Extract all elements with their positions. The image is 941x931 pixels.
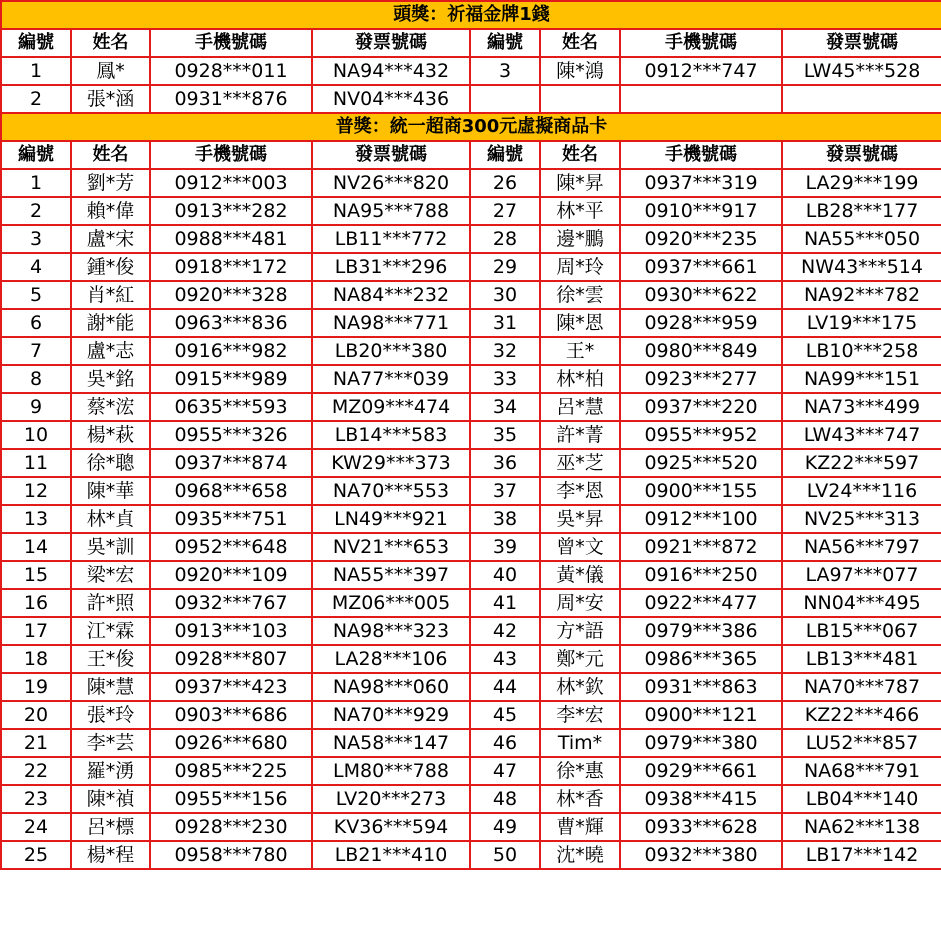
cell-name: 張*玲 bbox=[71, 701, 150, 729]
column-header-number: 編號 bbox=[1, 29, 71, 57]
column-header-name: 姓名 bbox=[540, 29, 620, 57]
cell-name: 徐*惠 bbox=[540, 757, 620, 785]
cell-number: 43 bbox=[470, 645, 540, 673]
cell-phone: 0912***100 bbox=[620, 505, 782, 533]
table-row bbox=[1, 85, 941, 113]
column-header-number: 編號 bbox=[1, 141, 71, 169]
cell-invoice: LV20***273 bbox=[312, 785, 470, 813]
column-header-invoice: 發票號碼 bbox=[782, 141, 941, 169]
cell-number: 22 bbox=[1, 757, 71, 785]
cell-name: 楊*萩 bbox=[71, 421, 150, 449]
cell-name: 許*照 bbox=[71, 589, 150, 617]
cell-phone: 0912***747 bbox=[620, 57, 782, 85]
cell-invoice: LA28***106 bbox=[312, 645, 470, 673]
cell-invoice: KZ22***597 bbox=[782, 449, 941, 477]
cell-number: 27 bbox=[470, 197, 540, 225]
cell-name: 江*霖 bbox=[71, 617, 150, 645]
cell-number: 9 bbox=[1, 393, 71, 421]
cell-phone: 0937***874 bbox=[150, 449, 312, 477]
cell-number: 42 bbox=[470, 617, 540, 645]
column-header-phone: 手機號碼 bbox=[150, 29, 312, 57]
cell-number: 2 bbox=[1, 85, 71, 113]
cell-number: 41 bbox=[470, 589, 540, 617]
cell-name: 邊*鵬 bbox=[540, 225, 620, 253]
column-header-phone: 手機號碼 bbox=[620, 141, 782, 169]
cell-number: 16 bbox=[1, 589, 71, 617]
cell-number: 12 bbox=[1, 477, 71, 505]
table-row bbox=[1, 169, 941, 197]
cell-name: 羅*湧 bbox=[71, 757, 150, 785]
cell-number: 14 bbox=[1, 533, 71, 561]
cell-phone: 0925***520 bbox=[620, 449, 782, 477]
cell-phone: 0979***380 bbox=[620, 729, 782, 757]
cell-name: 周*安 bbox=[540, 589, 620, 617]
cell-phone: 0922***477 bbox=[620, 589, 782, 617]
cell-invoice: LB17***142 bbox=[782, 841, 941, 869]
cell-invoice: KV36***594 bbox=[312, 813, 470, 841]
table-row bbox=[1, 421, 941, 449]
cell-phone: 0915***989 bbox=[150, 365, 312, 393]
cell-name: 陳*慧 bbox=[71, 673, 150, 701]
cell-invoice: NA95***788 bbox=[312, 197, 470, 225]
cell-phone: 0635***593 bbox=[150, 393, 312, 421]
cell-name: 陳*華 bbox=[71, 477, 150, 505]
cell-phone: 0968***658 bbox=[150, 477, 312, 505]
cell-invoice: NV21***653 bbox=[312, 533, 470, 561]
cell-invoice: NA99***151 bbox=[782, 365, 941, 393]
cell-invoice: NA92***782 bbox=[782, 281, 941, 309]
cell-invoice: LB28***177 bbox=[782, 197, 941, 225]
cell-name: 劉*芳 bbox=[71, 169, 150, 197]
table-row bbox=[1, 729, 941, 757]
cell-number: 15 bbox=[1, 561, 71, 589]
table-row bbox=[1, 841, 941, 869]
cell-invoice: NA68***791 bbox=[782, 757, 941, 785]
table-row bbox=[1, 673, 941, 701]
cell-name: 鍾*俊 bbox=[71, 253, 150, 281]
cell-number: 34 bbox=[470, 393, 540, 421]
cell-phone: 0952***648 bbox=[150, 533, 312, 561]
cell-phone: 0913***282 bbox=[150, 197, 312, 225]
cell-phone: 0988***481 bbox=[150, 225, 312, 253]
cell-name: Tim* bbox=[540, 729, 620, 757]
cell-phone: 0980***849 bbox=[620, 337, 782, 365]
general-prize-title-row bbox=[1, 113, 941, 141]
cell-name: 林*平 bbox=[540, 197, 620, 225]
cell-name: 盧*志 bbox=[71, 337, 150, 365]
cell-name: 沈*曉 bbox=[540, 841, 620, 869]
table-row bbox=[1, 505, 941, 533]
cell-phone: 0916***982 bbox=[150, 337, 312, 365]
cell-invoice: LB10***258 bbox=[782, 337, 941, 365]
cell-name: 王* bbox=[540, 337, 620, 365]
cell-name: 曾*文 bbox=[540, 533, 620, 561]
cell-name: 王*俊 bbox=[71, 645, 150, 673]
cell-name: 林*柏 bbox=[540, 365, 620, 393]
cell-number: 19 bbox=[1, 673, 71, 701]
cell-invoice: MZ09***474 bbox=[312, 393, 470, 421]
cell-invoice: NA98***060 bbox=[312, 673, 470, 701]
cell-invoice: NA56***797 bbox=[782, 533, 941, 561]
cell-invoice: NV26***820 bbox=[312, 169, 470, 197]
table-row bbox=[1, 393, 941, 421]
cell-number: 25 bbox=[1, 841, 71, 869]
cell-name: 李*宏 bbox=[540, 701, 620, 729]
cell-number: 30 bbox=[470, 281, 540, 309]
cell-name: 許*菁 bbox=[540, 421, 620, 449]
cell-name: 黃*儀 bbox=[540, 561, 620, 589]
cell-number: 21 bbox=[1, 729, 71, 757]
cell-number: 40 bbox=[470, 561, 540, 589]
table-row bbox=[1, 365, 941, 393]
cell-phone: 0900***121 bbox=[620, 701, 782, 729]
table-row bbox=[1, 645, 941, 673]
column-header-invoice: 發票號碼 bbox=[782, 29, 941, 57]
cell-name: 盧*宋 bbox=[71, 225, 150, 253]
cell-invoice: NA70***553 bbox=[312, 477, 470, 505]
cell-number: 13 bbox=[1, 505, 71, 533]
cell-number: 38 bbox=[470, 505, 540, 533]
cell-phone: 0926***680 bbox=[150, 729, 312, 757]
cell-invoice bbox=[782, 85, 941, 113]
cell-phone: 0910***917 bbox=[620, 197, 782, 225]
table-row bbox=[1, 57, 941, 85]
table-row bbox=[1, 701, 941, 729]
table-row bbox=[1, 617, 941, 645]
cell-name bbox=[540, 85, 620, 113]
cell-phone: 0935***751 bbox=[150, 505, 312, 533]
cell-invoice: LM80***788 bbox=[312, 757, 470, 785]
cell-invoice: LW45***528 bbox=[782, 57, 941, 85]
cell-phone: 0937***423 bbox=[150, 673, 312, 701]
table-row bbox=[1, 253, 941, 281]
cell-number: 36 bbox=[470, 449, 540, 477]
cell-phone: 0937***220 bbox=[620, 393, 782, 421]
cell-name: 賴*偉 bbox=[71, 197, 150, 225]
cell-phone: 0932***380 bbox=[620, 841, 782, 869]
cell-number: 3 bbox=[470, 57, 540, 85]
table-row bbox=[1, 225, 941, 253]
cell-invoice: LA97***077 bbox=[782, 561, 941, 589]
cell-invoice: NA70***929 bbox=[312, 701, 470, 729]
cell-name: 巫*芝 bbox=[540, 449, 620, 477]
cell-phone: 0955***326 bbox=[150, 421, 312, 449]
cell-number: 32 bbox=[470, 337, 540, 365]
cell-phone: 0920***328 bbox=[150, 281, 312, 309]
cell-phone: 0928***959 bbox=[620, 309, 782, 337]
cell-invoice: KW29***373 bbox=[312, 449, 470, 477]
grand-prize-title-row bbox=[1, 1, 941, 29]
cell-phone: 0920***235 bbox=[620, 225, 782, 253]
cell-number: 20 bbox=[1, 701, 71, 729]
cell-phone: 0931***863 bbox=[620, 673, 782, 701]
cell-invoice: LB04***140 bbox=[782, 785, 941, 813]
cell-number: 23 bbox=[1, 785, 71, 813]
cell-number: 4 bbox=[1, 253, 71, 281]
table-row bbox=[1, 197, 941, 225]
cell-invoice: NV25***313 bbox=[782, 505, 941, 533]
cell-phone: 0928***807 bbox=[150, 645, 312, 673]
cell-phone: 0931***876 bbox=[150, 85, 312, 113]
cell-number: 8 bbox=[1, 365, 71, 393]
cell-number: 48 bbox=[470, 785, 540, 813]
cell-phone: 0932***767 bbox=[150, 589, 312, 617]
cell-invoice: LB15***067 bbox=[782, 617, 941, 645]
cell-name: 吳*銘 bbox=[71, 365, 150, 393]
table-row bbox=[1, 309, 941, 337]
cell-number: 49 bbox=[470, 813, 540, 841]
cell-number: 17 bbox=[1, 617, 71, 645]
cell-phone: 0923***277 bbox=[620, 365, 782, 393]
grand-prize-title: 頭獎：祈福金牌1錢 bbox=[1, 1, 941, 29]
cell-number: 3 bbox=[1, 225, 71, 253]
cell-invoice: NA94***432 bbox=[312, 57, 470, 85]
column-header-name: 姓名 bbox=[71, 141, 150, 169]
cell-invoice: NA55***050 bbox=[782, 225, 941, 253]
cell-phone: 0958***780 bbox=[150, 841, 312, 869]
cell-invoice: NA98***771 bbox=[312, 309, 470, 337]
cell-phone: 0920***109 bbox=[150, 561, 312, 589]
cell-name: 林*貞 bbox=[71, 505, 150, 533]
cell-name: 陳*恩 bbox=[540, 309, 620, 337]
cell-invoice: NV04***436 bbox=[312, 85, 470, 113]
cell-phone: 0900***155 bbox=[620, 477, 782, 505]
cell-name: 徐*聰 bbox=[71, 449, 150, 477]
cell-name: 周*玲 bbox=[540, 253, 620, 281]
table-row bbox=[1, 561, 941, 589]
cell-number: 50 bbox=[470, 841, 540, 869]
general-prize-title: 普獎：統一超商300元虛擬商品卡 bbox=[1, 113, 941, 141]
cell-phone: 0937***661 bbox=[620, 253, 782, 281]
cell-number: 2 bbox=[1, 197, 71, 225]
cell-phone: 0986***365 bbox=[620, 645, 782, 673]
cell-invoice: LW43***747 bbox=[782, 421, 941, 449]
cell-number: 1 bbox=[1, 169, 71, 197]
cell-phone: 0985***225 bbox=[150, 757, 312, 785]
cell-phone: 0979***386 bbox=[620, 617, 782, 645]
cell-name: 曹*輝 bbox=[540, 813, 620, 841]
cell-invoice: LB13***481 bbox=[782, 645, 941, 673]
cell-invoice: NN04***495 bbox=[782, 589, 941, 617]
cell-name: 楊*程 bbox=[71, 841, 150, 869]
cell-number: 11 bbox=[1, 449, 71, 477]
cell-number: 47 bbox=[470, 757, 540, 785]
cell-number: 6 bbox=[1, 309, 71, 337]
cell-phone: 0928***230 bbox=[150, 813, 312, 841]
table-row bbox=[1, 477, 941, 505]
cell-phone: 0912***003 bbox=[150, 169, 312, 197]
cell-name: 陳*鴻 bbox=[540, 57, 620, 85]
cell-name: 陳*昇 bbox=[540, 169, 620, 197]
cell-invoice: NA84***232 bbox=[312, 281, 470, 309]
cell-invoice: NA62***138 bbox=[782, 813, 941, 841]
table-row bbox=[1, 533, 941, 561]
cell-phone: 0930***622 bbox=[620, 281, 782, 309]
cell-number: 46 bbox=[470, 729, 540, 757]
column-header-invoice: 發票號碼 bbox=[312, 141, 470, 169]
cell-number: 39 bbox=[470, 533, 540, 561]
table-row bbox=[1, 757, 941, 785]
cell-name: 肖*紅 bbox=[71, 281, 150, 309]
cell-invoice: NA58***147 bbox=[312, 729, 470, 757]
cell-invoice: LA29***199 bbox=[782, 169, 941, 197]
cell-number: 18 bbox=[1, 645, 71, 673]
cell-invoice: LB14***583 bbox=[312, 421, 470, 449]
cell-name: 鄭*元 bbox=[540, 645, 620, 673]
cell-invoice: NA73***499 bbox=[782, 393, 941, 421]
cell-number: 29 bbox=[470, 253, 540, 281]
cell-number: 37 bbox=[470, 477, 540, 505]
general-prize-header-row bbox=[1, 141, 941, 169]
cell-invoice: NA55***397 bbox=[312, 561, 470, 589]
table-row bbox=[1, 785, 941, 813]
column-header-number: 編號 bbox=[470, 141, 540, 169]
cell-phone bbox=[620, 85, 782, 113]
cell-invoice: NA98***323 bbox=[312, 617, 470, 645]
grand-prize-header-row bbox=[1, 29, 941, 57]
cell-number: 1 bbox=[1, 57, 71, 85]
column-header-number: 編號 bbox=[470, 29, 540, 57]
column-header-invoice: 發票號碼 bbox=[312, 29, 470, 57]
cell-phone: 0918***172 bbox=[150, 253, 312, 281]
cell-number: 45 bbox=[470, 701, 540, 729]
cell-invoice: KZ22***466 bbox=[782, 701, 941, 729]
cell-number: 28 bbox=[470, 225, 540, 253]
cell-name: 方*語 bbox=[540, 617, 620, 645]
cell-name: 林*香 bbox=[540, 785, 620, 813]
cell-name: 謝*能 bbox=[71, 309, 150, 337]
cell-name: 張*涵 bbox=[71, 85, 150, 113]
cell-phone: 0928***011 bbox=[150, 57, 312, 85]
cell-invoice: MZ06***005 bbox=[312, 589, 470, 617]
cell-invoice: LN49***921 bbox=[312, 505, 470, 533]
cell-invoice: NW43***514 bbox=[782, 253, 941, 281]
cell-name: 李*芸 bbox=[71, 729, 150, 757]
table-row bbox=[1, 337, 941, 365]
cell-number bbox=[470, 85, 540, 113]
cell-number: 35 bbox=[470, 421, 540, 449]
cell-number: 5 bbox=[1, 281, 71, 309]
cell-name: 吳*訓 bbox=[71, 533, 150, 561]
cell-name: 呂*慧 bbox=[540, 393, 620, 421]
cell-name: 梁*宏 bbox=[71, 561, 150, 589]
cell-invoice: LB21***410 bbox=[312, 841, 470, 869]
table-row bbox=[1, 281, 941, 309]
cell-invoice: NA77***039 bbox=[312, 365, 470, 393]
table-row bbox=[1, 813, 941, 841]
cell-name: 徐*雲 bbox=[540, 281, 620, 309]
cell-invoice: LU52***857 bbox=[782, 729, 941, 757]
cell-name: 呂*標 bbox=[71, 813, 150, 841]
cell-invoice: NA70***787 bbox=[782, 673, 941, 701]
cell-phone: 0955***952 bbox=[620, 421, 782, 449]
cell-number: 26 bbox=[470, 169, 540, 197]
cell-name: 林*欽 bbox=[540, 673, 620, 701]
cell-number: 7 bbox=[1, 337, 71, 365]
cell-invoice: LV19***175 bbox=[782, 309, 941, 337]
cell-number: 24 bbox=[1, 813, 71, 841]
cell-phone: 0937***319 bbox=[620, 169, 782, 197]
column-header-name: 姓名 bbox=[540, 141, 620, 169]
cell-name: 鳳* bbox=[71, 57, 150, 85]
cell-number: 33 bbox=[470, 365, 540, 393]
cell-number: 31 bbox=[470, 309, 540, 337]
table-row bbox=[1, 589, 941, 617]
cell-phone: 0921***872 bbox=[620, 533, 782, 561]
cell-invoice: LB31***296 bbox=[312, 253, 470, 281]
cell-phone: 0903***686 bbox=[150, 701, 312, 729]
cell-name: 蔡*浤 bbox=[71, 393, 150, 421]
table-row bbox=[1, 449, 941, 477]
cell-phone: 0963***836 bbox=[150, 309, 312, 337]
cell-number: 44 bbox=[470, 673, 540, 701]
column-header-name: 姓名 bbox=[71, 29, 150, 57]
cell-phone: 0913***103 bbox=[150, 617, 312, 645]
column-header-phone: 手機號碼 bbox=[150, 141, 312, 169]
cell-phone: 0933***628 bbox=[620, 813, 782, 841]
cell-phone: 0929***661 bbox=[620, 757, 782, 785]
cell-invoice: LV24***116 bbox=[782, 477, 941, 505]
cell-invoice: LB20***380 bbox=[312, 337, 470, 365]
winners-table-body bbox=[1, 1, 941, 869]
cell-number: 10 bbox=[1, 421, 71, 449]
cell-name: 吳*昇 bbox=[540, 505, 620, 533]
cell-phone: 0955***156 bbox=[150, 785, 312, 813]
cell-phone: 0916***250 bbox=[620, 561, 782, 589]
cell-invoice: LB11***772 bbox=[312, 225, 470, 253]
cell-phone: 0938***415 bbox=[620, 785, 782, 813]
cell-name: 李*恩 bbox=[540, 477, 620, 505]
column-header-phone: 手機號碼 bbox=[620, 29, 782, 57]
cell-name: 陳*禎 bbox=[71, 785, 150, 813]
